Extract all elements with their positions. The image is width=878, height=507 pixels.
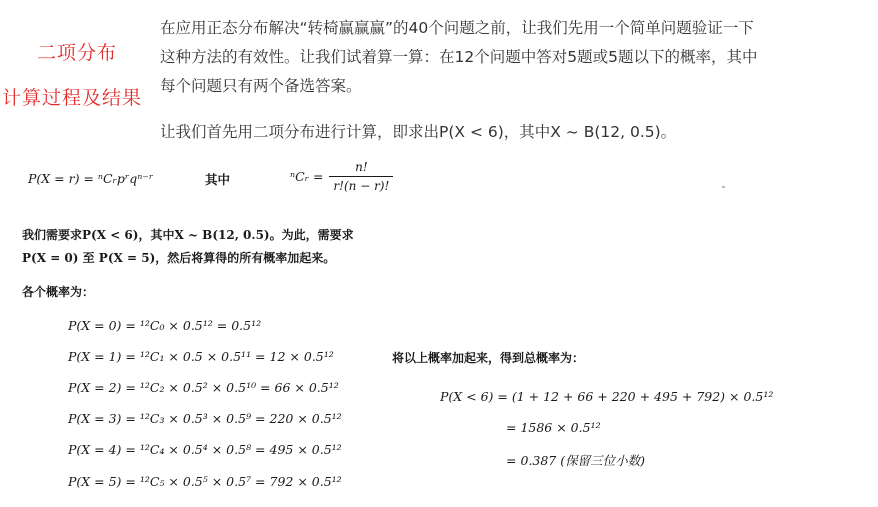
lead-sentence: 让我们首先用二项分布进行计算，即求出P(X < 6)，其中X ~ B(12, 0.5)。: [160, 123, 677, 141]
ncr-numerator: n!: [355, 160, 368, 174]
section-title-process: 计算过程及结果: [2, 87, 143, 109]
sum-line-1: P(X < 6) = (1 + 12 + 66 + 220 + 495 + 792) × 0.5¹²: [440, 389, 774, 404]
fraction-bar: [329, 176, 393, 177]
ncr-formula: [290, 160, 393, 193]
explain-line-3: 各个概率为：: [22, 285, 95, 299]
pmf-formula: P(X = r) = ⁿCᵣpʳqⁿ⁻ʳ: [28, 171, 154, 186]
prob-line-0: P(X = 0) = ¹²C₀ × 0.5¹² = 0.5¹²: [68, 318, 262, 333]
ncr-left: ⁿCᵣ =: [290, 169, 324, 184]
prob-line-4: P(X = 4) = ¹²C₄ × 0.5⁴ × 0.5⁸ = 495 × 0.5¹²: [68, 442, 342, 457]
section-title-binomial: 二项分布: [37, 42, 118, 64]
prob-line-2: P(X = 2) = ¹²C₂ × 0.5² × 0.5¹⁰ = 66 × 0.5¹²: [68, 380, 339, 395]
intro-line-3: 每个问题只有两个备选答案。: [160, 77, 362, 95]
explain-line-1: 我们需要求P(X < 6)，其中X ~ B(12, 0.5)。为此，需要求: [22, 228, 354, 242]
sum-line-2: = 1586 × 0.5¹²: [506, 420, 601, 435]
prob-line-1: P(X = 1) = ¹²C₁ × 0.5 × 0.5¹¹ = 12 × 0.5¹²: [68, 349, 334, 364]
ncr-fraction: [329, 160, 393, 193]
where-label: 其中: [205, 172, 231, 187]
intro-paragraph: [160, 14, 860, 101]
prob-line-3: P(X = 3) = ¹²C₃ × 0.5³ × 0.5⁹ = 220 × 0.5¹²: [68, 411, 342, 426]
sum-line-3: = 0.387 (保留三位小数): [506, 453, 645, 468]
speck-mark: [722, 186, 725, 188]
intro-line-2: 这种方法的有效性。让我们试着算一算：在12个问题中答对5题或5题以下的概率，其中: [160, 48, 758, 66]
explain-line-2: P(X = 0) 至 P(X = 5)，然后将算得的所有概率加起来。: [22, 251, 336, 265]
ncr-denominator: r!(n − r)!: [333, 179, 390, 193]
sum-caption: 将以上概率加起来，得到总概率为：: [392, 351, 585, 365]
prob-line-5: P(X = 5) = ¹²C₅ × 0.5⁵ × 0.5⁷ = 792 × 0.5¹²: [68, 474, 342, 489]
intro-line-1: 在应用正态分布解决“转椅赢赢赢”的40个问题之前，让我们先用一个简单问题验证一下: [160, 19, 754, 37]
